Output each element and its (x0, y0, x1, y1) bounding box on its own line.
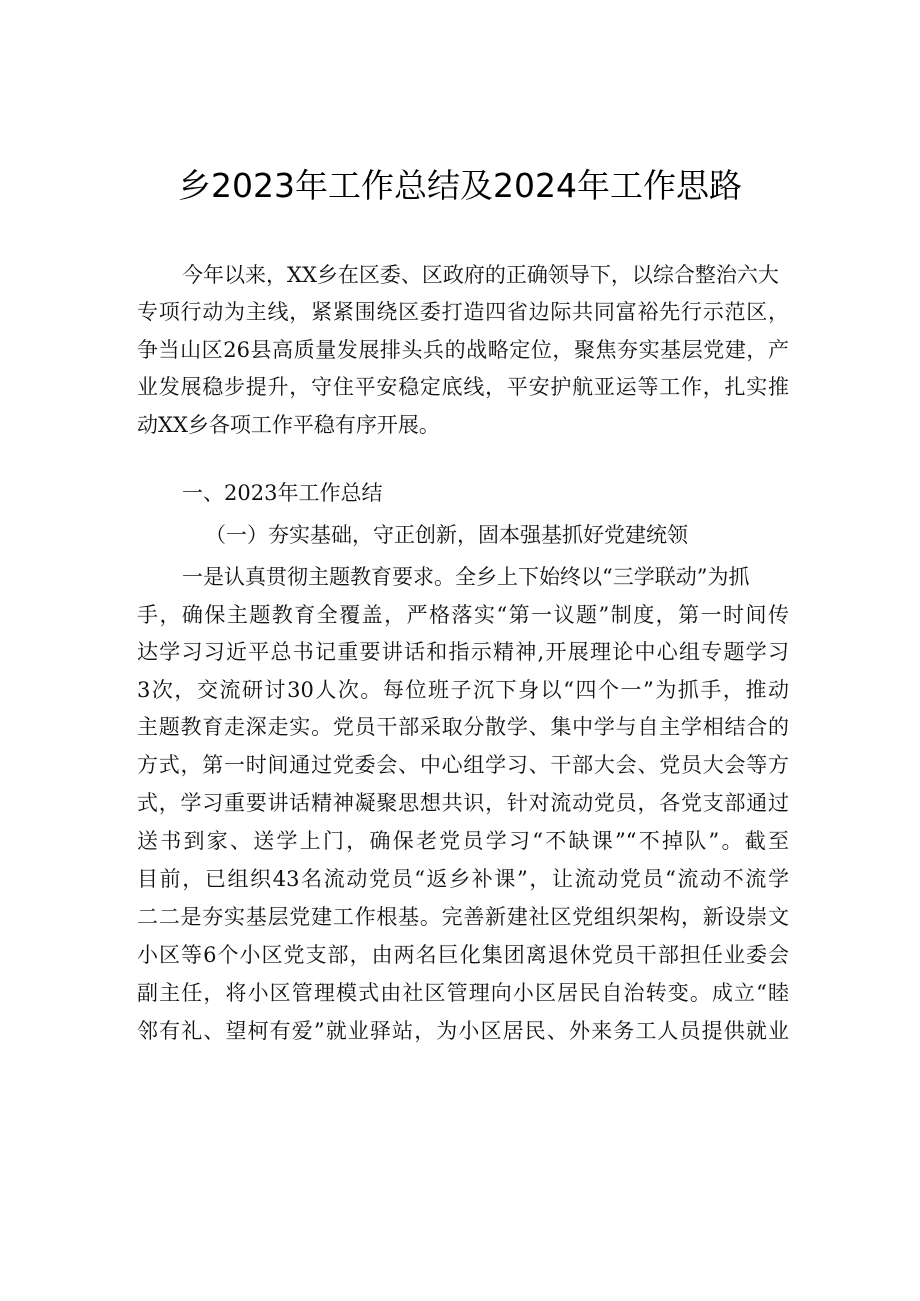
body-line: 3次，交流研讨30人次。每位班子沉下身以“四个一”为抓手，推动 (137, 678, 789, 702)
body-line: 副主任，将小区管理模式由社区管理向小区居民自治转变。成立“睦 (137, 981, 789, 1005)
body-line: 目前，已组织43名流动党员“返乡补课”，让流动党员“流动不流学 (137, 867, 789, 891)
subsection-heading: （一）夯实基础，守正创新，固本强基抓好党建统领 (205, 523, 688, 547)
intro-line: 业发展稳步提升，守住平安稳定底线，平安护航亚运等工作，扎实推 (137, 375, 789, 399)
intro-line: 争当山区26县高质量发展排头兵的战略定位，聚焦夯实基层党建，产 (137, 338, 789, 362)
body-line: 邻有礼、望柯有爱”就业驿站，为小区居民、外来务工人员提供就业 (137, 1019, 789, 1043)
intro-line: 专项行动为主线，紧紧围绕区委打造四省边际共同富裕先行示范区， (137, 300, 789, 324)
body-line: 式，学习重要讲话精神凝聚思想共识，针对流动党员，各党支部通过 (137, 791, 789, 815)
body-line: 二二是夯实基层党建工作根基。完善新建社区党组织架构，新设崇文 (137, 905, 789, 929)
body-line: 一是认真贯彻主题教育要求。全乡上下始终以“三学联动”为抓 (182, 565, 750, 589)
body-line: 方式，第一时间通过党委会、中心组学习、干部大会、党员大会等方 (137, 753, 789, 777)
intro-line: 今年以来，XX乡在区委、区政府的正确领导下，以综合整治六大 (182, 263, 779, 287)
document-title: 乡2023年工作总结及2024年工作思路 (178, 166, 742, 205)
body-line: 手，确保主题教育全覆盖，严格落实“第一议题”制度，第一时间传 (137, 603, 789, 627)
body-line: 小区等6个小区党支部，由两名巨化集团离退休党员干部担任业委会 (137, 943, 789, 967)
section-heading: 一、2023年工作总结 (182, 481, 383, 505)
intro-line: 动XX乡各项工作平稳有序开展。 (137, 413, 440, 437)
body-line: 达学习习近平总书记重要讲话和指示精神,开展理论中心组专题学习 (137, 640, 789, 664)
body-line: 主题教育走深走实。党员干部采取分散学、集中学与自主学相结合的 (137, 715, 789, 739)
body-line: 送书到家、送学上门，确保老党员学习“不缺课”“不掉队”。截至 (137, 829, 789, 853)
